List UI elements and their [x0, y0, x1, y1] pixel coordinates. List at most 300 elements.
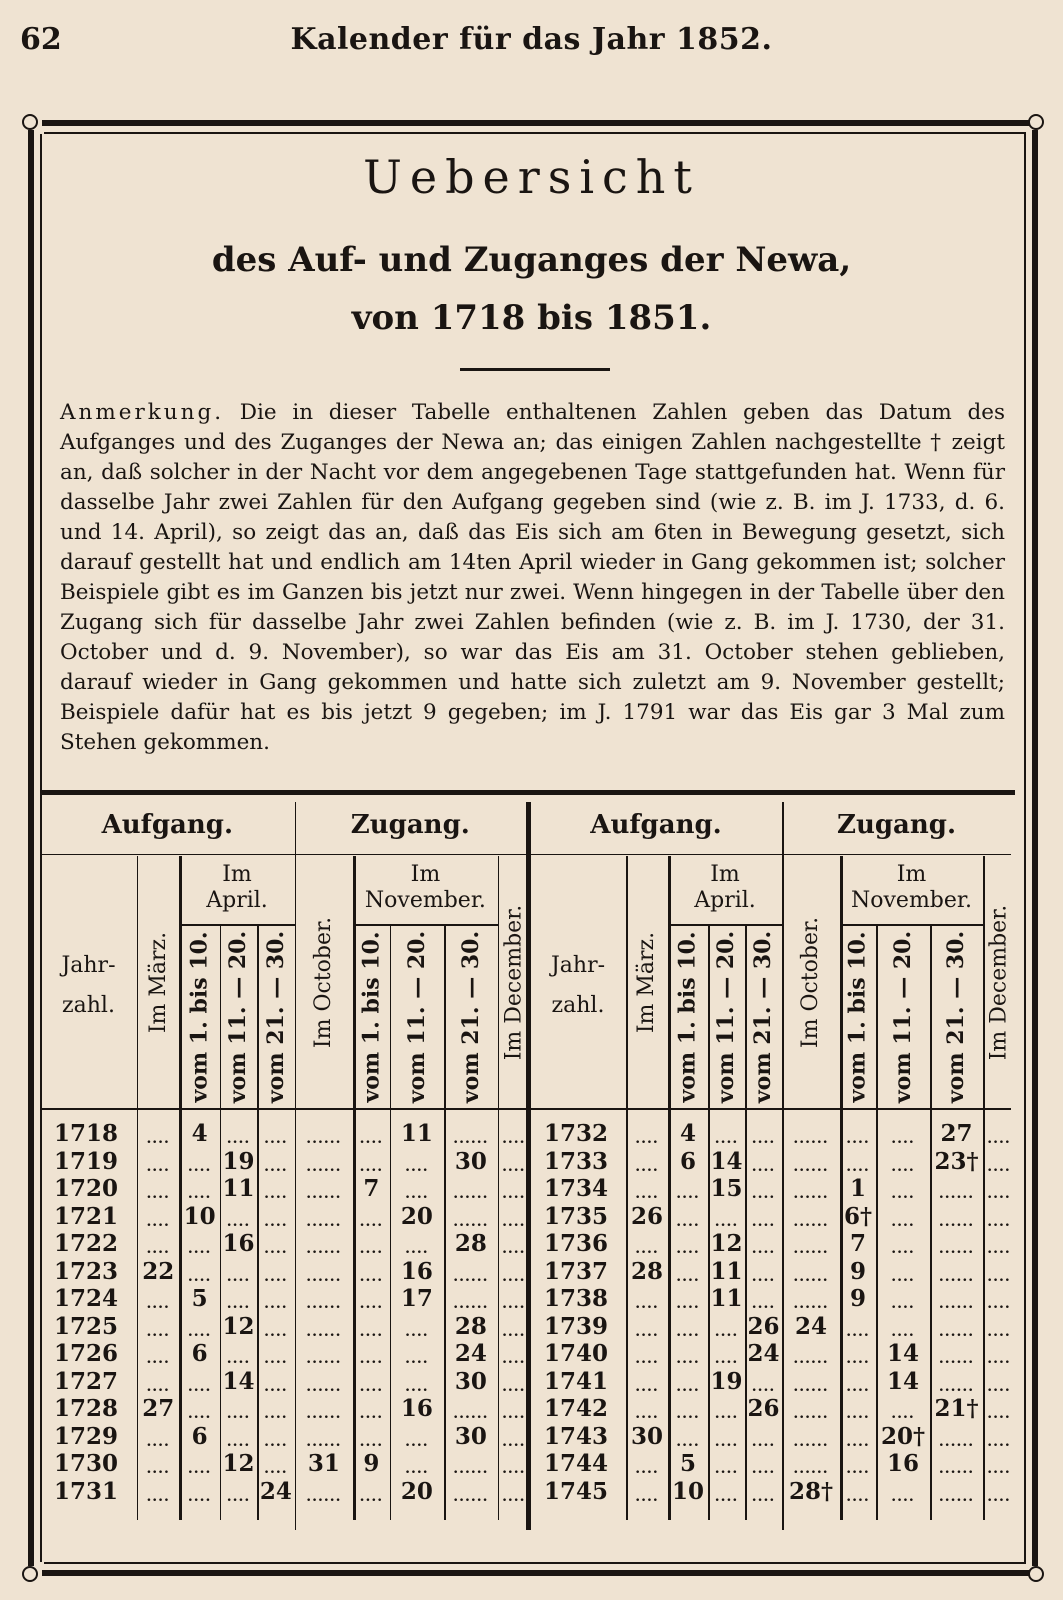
- empty-cell: ....: [751, 1378, 776, 1395]
- empty-cell: ....: [146, 1323, 170, 1340]
- header-d21_30: vom 21. — 30.: [457, 930, 484, 1104]
- table-row: [530, 1478, 1015, 1506]
- empty-cell: ....: [676, 1406, 700, 1422]
- date-cell: 6: [679, 1147, 696, 1175]
- empty-cell: ......: [938, 1378, 975, 1395]
- empty-cell: ....: [846, 1488, 870, 1505]
- empty-cell: ......: [938, 1323, 975, 1340]
- date-cell: 26: [630, 1202, 663, 1230]
- empty-cell: ....: [987, 1186, 1011, 1202]
- empty-cell: ......: [306, 1186, 342, 1202]
- empty-cell: ....: [146, 1351, 170, 1367]
- year-cell: 1741: [544, 1367, 609, 1395]
- empty-cell: ....: [146, 1213, 170, 1230]
- empty-cell: ....: [502, 1296, 526, 1312]
- empty-cell: ....: [146, 1158, 170, 1175]
- header-d11_20: vom 11. — 20.: [713, 930, 740, 1104]
- empty-cell: ....: [405, 1433, 429, 1450]
- empty-cell: ....: [405, 1241, 429, 1257]
- empty-cell: ......: [938, 1351, 975, 1367]
- date-cell: 9: [363, 1450, 380, 1477]
- empty-cell: ....: [751, 1433, 776, 1450]
- empty-cell: ....: [751, 1461, 776, 1477]
- empty-cell: ....: [751, 1241, 776, 1257]
- year-cell: 1736: [544, 1230, 609, 1257]
- empty-cell: ....: [264, 1186, 288, 1202]
- date-cell: 30: [630, 1422, 663, 1450]
- empty-cell: ......: [793, 1213, 829, 1230]
- header-d1_10: vom 1. bis 10.: [358, 931, 385, 1103]
- empty-cell: ....: [714, 1131, 739, 1147]
- date-cell: 6: [191, 1340, 208, 1367]
- empty-cell: ....: [226, 1433, 251, 1450]
- empty-cell: ......: [306, 1323, 342, 1340]
- date-cell: 19: [222, 1147, 255, 1175]
- note-text: Die in dieser Tabelle enthaltenen Zahlen geben das Datum des Aufganges und des Zuganges der Newa an; das einigen Zahlen nachgestellte † zeigt an, daß solcher in der Nacht vor dem angegebenen Tage stattgefunden hat. Wenn für dasselbe Jahr zwei Zahlen für den Aufgang gegeben sind (wie z. B. im J. 1733, d. 6. und 14. April), so zeigt das an, daß das Eis sich am 6ten in Bewegung gesetzt, sich darauf gestellt hat und endlich am 14ten April wieder in Gang gekommen ist; solcher Beispiele gibt es im Ganzen bis jetzt nur zwei. Wenn hingegen in der Tabelle über den Zugang sich für dasselbe Jahr zwei Zahlen befinden (wie z. B. im J. 1730, der 31. October und d. 9. November), so war das Eis am 31. October stehen geblieben, darauf wieder in Gang gekommen und hatte sich zuletzt am 9. November gestellt; Beispiele dafür hat es bis jetzt 9 gegeben; im J. 1791 war das Eis gar 3 Mal zum Stehen gekommen.: [60, 400, 1005, 755]
- title-divider: [460, 368, 610, 371]
- date-cell: 14: [886, 1340, 919, 1367]
- empty-cell: ......: [793, 1406, 829, 1422]
- empty-cell: ....: [359, 1268, 384, 1285]
- date-cell: 16: [400, 1395, 433, 1422]
- date-cell: 5: [191, 1285, 208, 1312]
- header-dezember: Im December.: [986, 904, 1012, 1060]
- empty-cell: ....: [891, 1406, 915, 1422]
- date-cell: 24: [259, 1477, 292, 1505]
- empty-cell: ....: [846, 1351, 870, 1367]
- year-cell: 1720: [54, 1175, 119, 1202]
- empty-cell: ....: [751, 1158, 776, 1175]
- empty-cell: ....: [187, 1406, 212, 1422]
- empty-cell: ....: [635, 1186, 659, 1202]
- empty-cell: ....: [359, 1488, 384, 1505]
- date-cell: 19: [710, 1367, 743, 1395]
- table-row: [530, 1285, 1015, 1313]
- empty-cell: ....: [891, 1241, 915, 1257]
- running-head: Kalender für das Jahr 1852.: [290, 22, 773, 57]
- header-year: Jahr- zahl.: [550, 953, 606, 1018]
- empty-cell: ......: [793, 1433, 829, 1450]
- table-row: [40, 1450, 530, 1478]
- date-cell: 11: [710, 1285, 743, 1312]
- empty-cell: ......: [793, 1461, 829, 1477]
- empty-cell: ....: [359, 1406, 384, 1422]
- empty-cell: ......: [306, 1296, 342, 1312]
- table-row: [40, 1120, 530, 1148]
- header-d1_10: vom 1. bis 10.: [845, 931, 871, 1103]
- empty-cell: ......: [306, 1351, 342, 1367]
- empty-cell: ....: [635, 1241, 659, 1257]
- date-cell: 22: [142, 1257, 175, 1285]
- corner-ornament-icon: [22, 114, 38, 130]
- date-cell: 10: [671, 1477, 704, 1505]
- year-cell: 1745: [544, 1477, 609, 1505]
- date-cell: 9: [849, 1285, 866, 1312]
- empty-cell: ....: [146, 1186, 170, 1202]
- empty-cell: ......: [453, 1406, 489, 1422]
- empty-cell: ....: [502, 1213, 526, 1230]
- empty-cell: ....: [751, 1268, 776, 1285]
- year-cell: 1721: [54, 1202, 119, 1230]
- date-cell: 14: [886, 1367, 919, 1395]
- empty-cell: ....: [987, 1296, 1011, 1312]
- table-row: [40, 1313, 530, 1341]
- header-november: Im November.: [364, 862, 486, 913]
- date-cell: 12: [222, 1450, 255, 1477]
- year-cell: 1735: [544, 1202, 609, 1230]
- table-row: [40, 1478, 530, 1506]
- table-row: [530, 1313, 1015, 1341]
- empty-cell: ....: [846, 1158, 870, 1175]
- date-cell: 20: [400, 1477, 433, 1505]
- empty-cell: ....: [714, 1323, 739, 1340]
- page-header: [0, 18, 1063, 68]
- header-d1_10: vom 1. bis 10.: [186, 931, 213, 1103]
- empty-cell: ....: [987, 1378, 1011, 1395]
- empty-cell: ....: [502, 1433, 526, 1450]
- ice-table: [40, 796, 1015, 1530]
- table-row: [530, 1203, 1015, 1231]
- date-cell: 10: [183, 1202, 216, 1230]
- empty-cell: ....: [751, 1488, 776, 1505]
- year-cell: 1738: [544, 1285, 609, 1312]
- empty-cell: ....: [146, 1461, 170, 1477]
- date-cell: 20†: [880, 1422, 926, 1450]
- empty-cell: ....: [714, 1406, 739, 1422]
- empty-cell: ......: [306, 1213, 342, 1230]
- empty-cell: ....: [405, 1186, 429, 1202]
- empty-cell: ....: [359, 1131, 384, 1147]
- header-year: Jahr- zahl.: [61, 953, 116, 1018]
- date-cell: 5: [679, 1450, 696, 1477]
- table-row: [530, 1148, 1015, 1176]
- empty-cell: ......: [306, 1488, 342, 1505]
- table-row: [40, 1285, 530, 1313]
- empty-cell: ....: [891, 1296, 915, 1312]
- empty-cell: ....: [359, 1296, 384, 1312]
- year-cell: 1729: [54, 1422, 119, 1450]
- empty-cell: ....: [187, 1241, 212, 1257]
- empty-cell: ....: [359, 1378, 384, 1395]
- empty-cell: ....: [987, 1433, 1011, 1450]
- table-row: [530, 1230, 1015, 1258]
- empty-cell: ....: [359, 1213, 384, 1230]
- date-cell: 11: [710, 1257, 743, 1285]
- empty-cell: ....: [502, 1158, 526, 1175]
- empty-cell: ....: [635, 1406, 659, 1422]
- year-cell: 1722: [54, 1230, 119, 1257]
- date-cell: 30: [454, 1147, 487, 1175]
- date-cell: 28: [630, 1257, 663, 1285]
- empty-cell: ......: [306, 1406, 342, 1422]
- empty-cell: ....: [359, 1323, 384, 1340]
- empty-cell: ......: [793, 1186, 829, 1202]
- empty-cell: ....: [226, 1296, 251, 1312]
- year-cell: 1740: [544, 1340, 609, 1367]
- date-cell: 16: [886, 1450, 919, 1477]
- title-years: von 1718 bis 1851.: [351, 298, 712, 338]
- date-cell: 14: [222, 1367, 255, 1395]
- year-cell: 1719: [54, 1147, 119, 1175]
- date-cell: 6†: [843, 1202, 873, 1230]
- year-cell: 1728: [54, 1395, 119, 1422]
- date-cell: 30: [454, 1422, 487, 1450]
- corner-ornament-icon: [1028, 1566, 1044, 1582]
- empty-cell: ....: [751, 1296, 776, 1312]
- date-cell: 24: [794, 1312, 827, 1340]
- table-row: [40, 1203, 530, 1231]
- empty-cell: ....: [676, 1351, 700, 1367]
- year-cell: 1737: [544, 1257, 609, 1285]
- empty-cell: ......: [793, 1378, 829, 1395]
- date-cell: 28: [454, 1230, 487, 1257]
- empty-cell: ....: [987, 1268, 1011, 1285]
- empty-cell: ......: [938, 1241, 975, 1257]
- table-row: [40, 1148, 530, 1176]
- year-cell: 1743: [544, 1422, 609, 1450]
- table-top-rule: [40, 790, 1015, 795]
- date-cell: 24: [747, 1340, 780, 1367]
- empty-cell: ......: [453, 1186, 489, 1202]
- empty-cell: ....: [676, 1323, 700, 1340]
- empty-cell: ......: [306, 1131, 342, 1147]
- year-cell: 1744: [544, 1450, 609, 1477]
- empty-cell: ....: [226, 1351, 251, 1367]
- empty-cell: ....: [502, 1378, 526, 1395]
- empty-cell: ......: [793, 1268, 829, 1285]
- empty-cell: ....: [264, 1296, 288, 1312]
- header-oktober: Im October.: [798, 916, 824, 1048]
- date-cell: 7: [363, 1175, 380, 1202]
- empty-cell: ......: [453, 1213, 489, 1230]
- date-cell: 4: [679, 1120, 696, 1147]
- empty-cell: ....: [635, 1351, 659, 1367]
- empty-cell: ....: [405, 1323, 429, 1340]
- empty-cell: ......: [938, 1433, 975, 1450]
- empty-cell: ....: [714, 1433, 739, 1450]
- header-april: Im April.: [206, 862, 268, 913]
- empty-cell: ......: [453, 1131, 489, 1147]
- empty-cell: ....: [635, 1296, 659, 1312]
- empty-cell: ....: [846, 1461, 870, 1477]
- empty-cell: ....: [987, 1158, 1011, 1175]
- date-cell: 12: [710, 1230, 743, 1257]
- empty-cell: ....: [146, 1241, 170, 1257]
- date-cell: 14: [710, 1147, 743, 1175]
- year-cell: 1732: [544, 1120, 609, 1147]
- header-d1_10: vom 1. bis 10.: [675, 931, 701, 1103]
- empty-cell: ......: [306, 1378, 342, 1395]
- date-cell: 28†: [788, 1477, 834, 1505]
- empty-cell: ......: [306, 1433, 342, 1450]
- year-cell: 1718: [54, 1120, 119, 1147]
- table-row: [530, 1423, 1015, 1451]
- header-november: Im November.: [851, 862, 972, 913]
- date-cell: 12: [222, 1312, 255, 1340]
- header-d11_20: vom 11. — 20.: [403, 930, 430, 1104]
- table-row: [40, 1258, 530, 1286]
- empty-cell: ....: [891, 1268, 915, 1285]
- date-cell: 27: [142, 1395, 175, 1422]
- header-april: Im April.: [694, 862, 756, 913]
- empty-cell: ....: [359, 1158, 384, 1175]
- empty-cell: ....: [405, 1351, 429, 1367]
- empty-cell: ....: [264, 1131, 288, 1147]
- year-cell: 1733: [544, 1147, 609, 1175]
- empty-cell: ....: [502, 1268, 526, 1285]
- empty-cell: ....: [187, 1158, 212, 1175]
- corner-ornament-icon: [1028, 114, 1044, 130]
- empty-cell: ......: [453, 1488, 489, 1505]
- empty-cell: ....: [987, 1131, 1011, 1147]
- empty-cell: ......: [938, 1296, 975, 1312]
- empty-cell: ....: [751, 1186, 776, 1202]
- header-d11_20: vom 11. — 20.: [225, 930, 252, 1104]
- empty-cell: ....: [891, 1488, 915, 1505]
- empty-cell: ....: [405, 1158, 429, 1175]
- header-d21_30: vom 21. — 30.: [943, 930, 970, 1104]
- year-cell: 1731: [54, 1477, 119, 1505]
- empty-cell: ....: [987, 1323, 1011, 1340]
- empty-cell: ....: [146, 1378, 170, 1395]
- title-main: Uebersicht: [363, 150, 700, 204]
- empty-cell: ....: [146, 1296, 170, 1312]
- date-cell: 15: [710, 1175, 743, 1202]
- empty-cell: ....: [146, 1433, 170, 1450]
- empty-cell: ....: [987, 1406, 1011, 1422]
- date-cell: 4: [191, 1120, 208, 1147]
- header-d21_30: vom 21. — 30.: [750, 930, 777, 1104]
- date-cell: 11: [400, 1120, 433, 1147]
- empty-cell: ....: [502, 1241, 526, 1257]
- table-row: [530, 1340, 1015, 1368]
- year-cell: 1730: [54, 1450, 119, 1477]
- empty-cell: ....: [264, 1268, 288, 1285]
- note-lead: Anmerkung.: [60, 400, 225, 425]
- year-cell: 1723: [54, 1257, 119, 1285]
- empty-cell: ....: [264, 1406, 288, 1422]
- empty-cell: ....: [502, 1131, 526, 1147]
- empty-cell: ....: [891, 1131, 915, 1147]
- empty-cell: ....: [226, 1213, 251, 1230]
- date-cell: 28: [454, 1312, 487, 1340]
- date-cell: 20: [400, 1202, 433, 1230]
- empty-cell: ....: [264, 1323, 288, 1340]
- year-cell: 1739: [544, 1312, 609, 1340]
- empty-cell: ....: [187, 1378, 212, 1395]
- empty-cell: ....: [635, 1158, 659, 1175]
- empty-cell: ....: [226, 1406, 251, 1422]
- empty-cell: ....: [502, 1461, 526, 1477]
- empty-cell: ......: [793, 1351, 829, 1367]
- title-subtitle: des Auf- und Zuganges der Newa,: [211, 240, 852, 280]
- empty-cell: ....: [676, 1213, 700, 1230]
- empty-cell: ....: [359, 1433, 384, 1450]
- empty-cell: ....: [187, 1186, 212, 1202]
- header-zugang: Zugang.: [295, 796, 526, 855]
- empty-cell: ......: [793, 1131, 829, 1147]
- empty-cell: ......: [453, 1268, 489, 1285]
- date-cell: 30: [454, 1367, 487, 1395]
- date-cell: 27: [940, 1120, 973, 1147]
- table-row: [40, 1340, 530, 1368]
- header-dezember: Im December.: [501, 904, 527, 1060]
- empty-cell: ....: [846, 1131, 870, 1147]
- date-cell: 26: [747, 1312, 780, 1340]
- table-row: [40, 1230, 530, 1258]
- empty-cell: ....: [146, 1488, 170, 1505]
- empty-cell: ....: [187, 1268, 212, 1285]
- empty-cell: ......: [453, 1296, 489, 1312]
- empty-cell: ......: [306, 1158, 342, 1175]
- empty-cell: ......: [938, 1268, 975, 1285]
- empty-cell: ....: [264, 1433, 288, 1450]
- header-maerz: Im März.: [634, 931, 660, 1033]
- empty-cell: ....: [502, 1323, 526, 1340]
- empty-cell: ......: [793, 1158, 829, 1175]
- note-paragraph: [60, 398, 1005, 758]
- empty-cell: ....: [264, 1213, 288, 1230]
- empty-cell: ....: [187, 1323, 212, 1340]
- header-d21_30: vom 21. — 30.: [262, 930, 289, 1104]
- empty-cell: ....: [635, 1488, 659, 1505]
- date-cell: 9: [849, 1257, 866, 1285]
- empty-cell: ....: [264, 1378, 288, 1395]
- empty-cell: ....: [891, 1158, 915, 1175]
- year-cell: 1742: [544, 1395, 609, 1422]
- empty-cell: ....: [714, 1351, 739, 1367]
- table-row: [40, 1175, 530, 1203]
- date-cell: 11: [222, 1175, 255, 1202]
- header-zugang: Zugang.: [782, 796, 1011, 855]
- empty-cell: ....: [987, 1241, 1011, 1257]
- empty-cell: ....: [146, 1131, 170, 1147]
- empty-cell: ....: [635, 1323, 659, 1340]
- table-row: [530, 1258, 1015, 1286]
- empty-cell: ......: [938, 1461, 975, 1477]
- empty-cell: ....: [846, 1406, 870, 1422]
- empty-cell: ......: [938, 1186, 975, 1202]
- table-row: [40, 1395, 530, 1423]
- date-cell: 26: [747, 1395, 780, 1422]
- empty-cell: ....: [226, 1488, 251, 1505]
- date-cell: 24: [454, 1340, 487, 1367]
- year-cell: 1734: [544, 1175, 609, 1202]
- date-cell: 21†: [934, 1395, 979, 1422]
- table-row: [530, 1120, 1015, 1148]
- date-cell: 31: [307, 1450, 340, 1477]
- table-row: [40, 1423, 530, 1451]
- empty-cell: ....: [987, 1488, 1011, 1505]
- empty-cell: ....: [502, 1351, 526, 1367]
- empty-cell: ....: [714, 1488, 739, 1505]
- date-cell: 6: [191, 1422, 208, 1450]
- empty-cell: ......: [793, 1296, 829, 1312]
- empty-cell: ....: [714, 1461, 739, 1477]
- empty-cell: ....: [359, 1241, 384, 1257]
- year-cell: 1726: [54, 1340, 119, 1367]
- empty-cell: ....: [264, 1351, 288, 1367]
- empty-cell: ......: [793, 1241, 829, 1257]
- table-row: [530, 1368, 1015, 1396]
- table-half-right: [530, 796, 1015, 1530]
- empty-cell: ....: [635, 1131, 659, 1147]
- empty-cell: ......: [306, 1268, 342, 1285]
- empty-cell: ....: [987, 1213, 1011, 1230]
- empty-cell: ....: [635, 1378, 659, 1395]
- empty-cell: ....: [987, 1461, 1011, 1477]
- empty-cell: ....: [891, 1213, 915, 1230]
